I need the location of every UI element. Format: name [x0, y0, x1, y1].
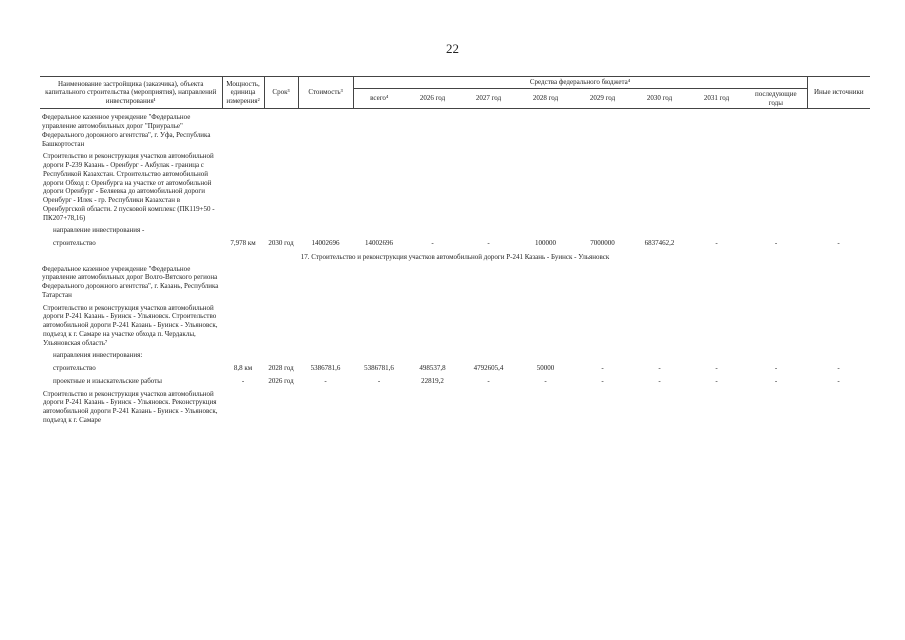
- direction-1: направление инвестирования -: [53, 226, 145, 235]
- org-1: Федеральное казенное учреждение "Федеральное управление автомобильных дорог "Приуралье" Федерального дорожного агентства", г. Уфа, Республика Башкортостан: [42, 113, 211, 148]
- row-capacity: -: [241, 376, 245, 385]
- header-capacity: Мощность, единица измерения²: [222, 77, 264, 109]
- row-name: проектные и изыскательские работы: [53, 376, 162, 385]
- row-name: строительство: [53, 239, 96, 247]
- direction-2: направления инвестирования:: [53, 351, 143, 360]
- row-term: 2028 год: [268, 364, 294, 372]
- row-term: 2026 год: [268, 376, 294, 385]
- row-later: -: [774, 364, 778, 372]
- row-cost: -: [324, 376, 327, 385]
- row-2027: -: [487, 239, 490, 247]
- row-name: строительство: [53, 364, 96, 372]
- row-later: -: [774, 376, 778, 385]
- row-2031: -: [715, 364, 718, 372]
- header-2027: 2027 год: [460, 88, 517, 109]
- row-2029: -: [601, 376, 604, 385]
- row-2026: 498537,8: [419, 364, 446, 372]
- row-2028: -: [544, 376, 547, 385]
- row-term: 2030 год: [268, 239, 294, 247]
- header-2029: 2029 год: [574, 88, 631, 109]
- header-total: всего⁴: [353, 88, 405, 109]
- table-row: [40, 377, 870, 386]
- row-2031: -: [715, 376, 718, 385]
- object-1: Строительство и реконструкция участков автомобильной дороги Р-239 Казань - Оренбург - Акбулак - граница с Республикой Казахстан. Строительство автомобильной дороги Обход г. Оренбурга на участке от автомобильной дороги Оренбург - Беляевка до автомобильной дороги Оренбург - Илек - гр. Республики Казахстан в Оренбургской области. 2 пусковой комплекс (ПК119+50 - ПК207+78,16): [43, 152, 215, 222]
- row-2027: -: [487, 376, 490, 385]
- section-17-title: 17. Строительство и реконструкция участков автомобильной дороги Р-241 Казань - Буинск - Ульяновск: [300, 252, 610, 261]
- row-2028: 50000: [536, 364, 555, 372]
- header-term: Срок³: [264, 77, 298, 109]
- row-total: -: [377, 376, 381, 385]
- object-3: Строительство и реконструкция участков автомобильной дороги Р-241 Казань - Буинск - Ульяновск. Реконструкция автомобильной дороги Р-241 Казань - Буинск - Ульяновск, подъезд к г. Самаре: [43, 389, 218, 424]
- row-2026: -: [431, 239, 434, 247]
- row-2027: 4792605,4: [473, 364, 504, 372]
- header-federal-budget: Средства федерального бюджета⁴: [353, 77, 807, 89]
- investment-table: [40, 76, 870, 425]
- row-2029: -: [601, 364, 604, 372]
- row-capacity: 8,8 км: [233, 364, 253, 372]
- header-cost: Стоимость³: [298, 77, 353, 109]
- row-cost: 5386781,6: [310, 364, 341, 372]
- header-name: Наименование застройщика (заказчика), объекта капитального строительства (мероприятия), направлений инвестирования¹: [40, 77, 222, 109]
- page-number: 22: [446, 41, 459, 56]
- row-2029: 7000000: [590, 239, 615, 247]
- row-2030: 6837462,2: [644, 239, 675, 247]
- row-2031: -: [715, 239, 718, 247]
- row-total: 5386781,6: [364, 364, 394, 372]
- header-later-years: последующие годы: [745, 88, 807, 109]
- row-2026: 22819,2: [421, 376, 444, 385]
- header-2028: 2028 год: [517, 88, 574, 109]
- row-2030: -: [658, 376, 661, 385]
- row-capacity: 7,978 км: [230, 239, 256, 247]
- row-other: -: [837, 376, 840, 385]
- row-cost: 14002696: [311, 239, 340, 247]
- table-row: [40, 239, 870, 248]
- object-2: Строительство и реконструкция участков автомобильной дороги Р-241 Казань - Буинск - Ульяновск. Строительство автомобильной дороги Р-241 Казань - Буинск - Ульяновск, подъезд к г. Самаре на участке обхода п. Чердаклы, Ульяновская область⁷: [43, 303, 218, 347]
- header-2026: 2026 год: [405, 88, 460, 109]
- row-2028: 100000: [535, 239, 556, 247]
- row-2030: -: [658, 364, 661, 372]
- header-other-sources: Иные источники: [807, 77, 870, 109]
- org-2: Федеральное казенное учреждение "Федеральное управление автомобильных дорог Волго-Вятского региона Федерального дорожного агентства", г. Казань, Республика Татарстан: [42, 264, 219, 299]
- row-other: -: [837, 364, 840, 372]
- row-total: 14002696: [365, 239, 393, 247]
- header-2031: 2031 год: [688, 88, 745, 109]
- header-2030: 2030 год: [631, 88, 688, 109]
- row-later: -: [774, 239, 778, 247]
- table-row: [40, 364, 870, 373]
- row-other: -: [837, 239, 840, 247]
